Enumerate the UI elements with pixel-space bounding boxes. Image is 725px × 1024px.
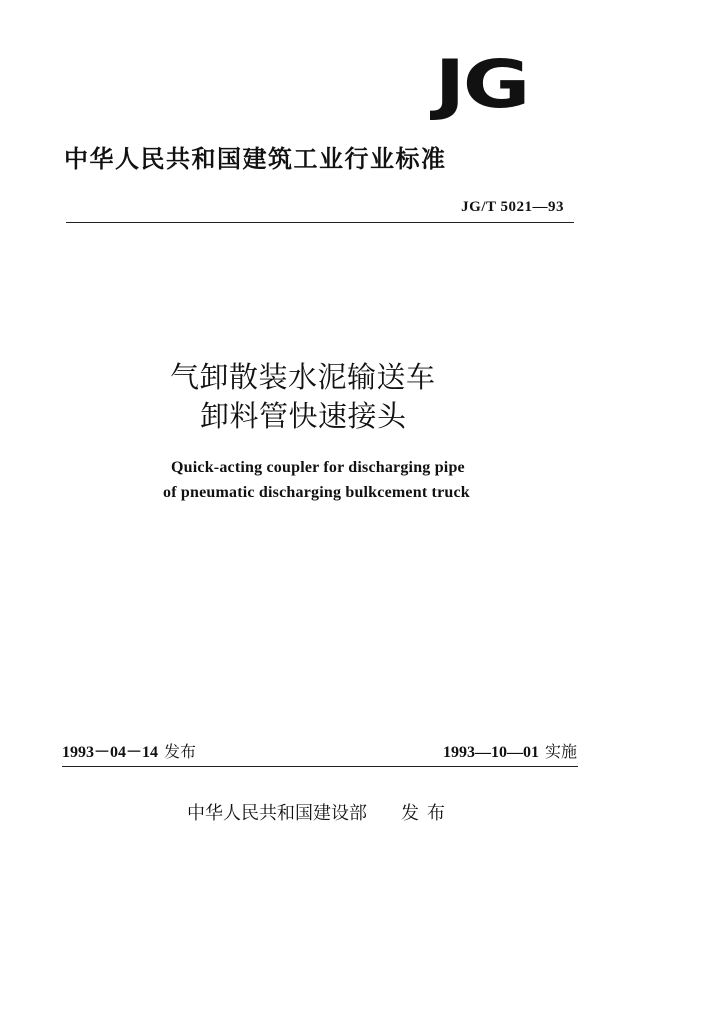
implementation-date: 1993—10—01 (442, 744, 539, 761)
issue-date: 1993－04－14 (62, 744, 159, 761)
top-divider (66, 222, 574, 223)
chinese-title-line-2: 卸料管快速接头 (200, 399, 407, 433)
publisher-name: 中华人民共和国建设部 (187, 803, 367, 824)
english-title-line-2: of pneumatic discharging bulkcement truck (163, 484, 470, 501)
bottom-divider (62, 766, 578, 767)
header-title: 中华人民共和国建筑工业行业标准 (64, 145, 447, 173)
issue-label: 发布 (164, 742, 197, 761)
standard-number: JG/T 5021—93 (461, 199, 564, 215)
implementation-label: 实施 (544, 742, 577, 761)
english-title-line-1: Quick-acting coupler for discharging pipe (171, 459, 465, 476)
issue-date-block (62, 741, 196, 764)
publisher-block (187, 802, 453, 826)
chinese-title-line-1: 气卸散装水泥输送车 (170, 360, 436, 394)
implementation-date-block (443, 741, 577, 764)
jg-logo: JG (434, 46, 528, 123)
publisher-action: 发布 (401, 803, 453, 824)
